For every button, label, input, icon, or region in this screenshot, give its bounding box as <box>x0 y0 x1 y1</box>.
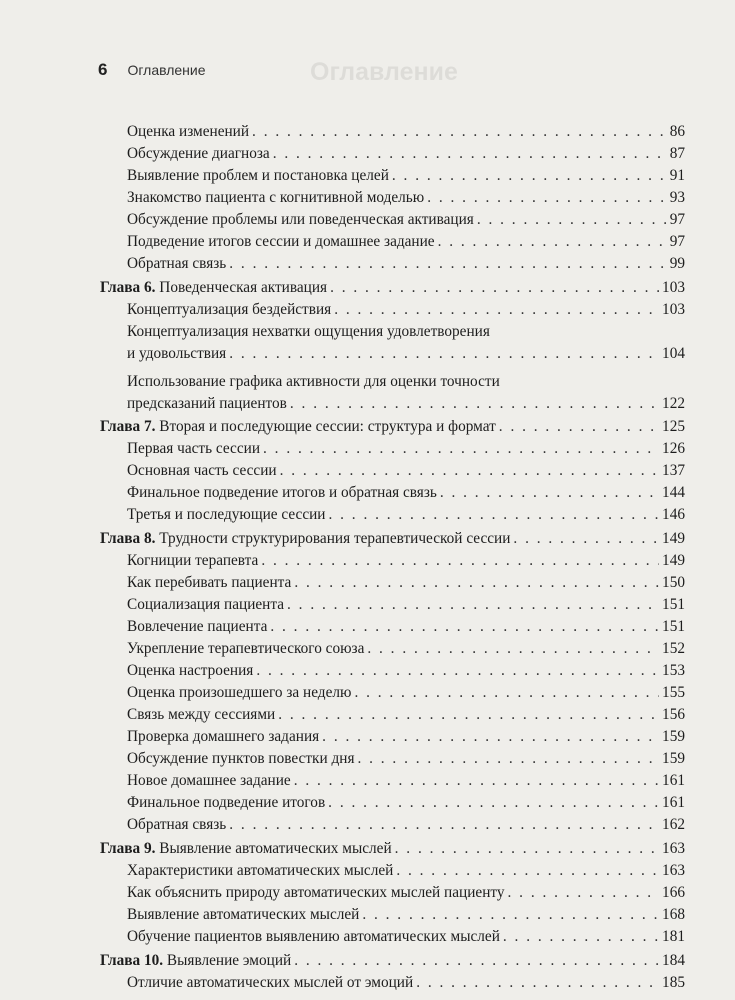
entry-label: Знакомство пациента с когнитивной моделью <box>127 189 425 206</box>
entry-label: Обсуждение проблемы или поведенческая активация <box>127 211 474 228</box>
dot-leader <box>294 772 659 789</box>
page-ref: 185 <box>662 974 685 991</box>
toc-entry[interactable] <box>127 884 685 901</box>
page-ref: 86 <box>669 123 685 140</box>
page-ref: 163 <box>662 862 685 879</box>
toc-entry[interactable] <box>127 440 685 457</box>
entry-label: Обратная связь <box>127 255 227 272</box>
dot-leader <box>395 840 659 857</box>
dot-leader <box>330 279 659 296</box>
page-ref: 161 <box>662 772 685 789</box>
entry-label: Как объяснить природу автоматических мыслей пациенту <box>127 884 505 901</box>
entry-label: Оценка настроения <box>127 662 254 679</box>
page-ref: 97 <box>669 211 685 228</box>
entry-label: Первая часть сессии <box>127 440 261 457</box>
dot-leader <box>229 816 659 833</box>
page-ref: 151 <box>662 596 685 613</box>
show-through-title: Оглавление <box>310 58 458 86</box>
dot-leader <box>229 345 659 362</box>
toc-entry[interactable] <box>127 640 685 657</box>
toc-entry[interactable] <box>127 772 685 789</box>
entry-label: Подведение итогов сессии и домашнее задание <box>127 233 435 250</box>
dot-leader <box>261 552 659 569</box>
entry-label: предсказаний пациентов <box>127 395 287 412</box>
toc-chapter-entry[interactable] <box>100 418 685 435</box>
toc-entry[interactable] <box>127 233 685 250</box>
dot-leader <box>513 530 659 547</box>
toc-entry[interactable] <box>127 662 685 679</box>
page-ref: 126 <box>662 440 685 457</box>
entry-label: Оценка изменений <box>127 123 250 140</box>
dot-leader <box>440 484 659 501</box>
toc-entry[interactable] <box>127 345 685 362</box>
dot-leader <box>354 684 659 701</box>
page-ref: 168 <box>662 906 685 923</box>
chapter-number: Глава 7. <box>100 418 156 435</box>
toc-entry[interactable] <box>127 684 685 701</box>
toc-chapter-entry[interactable] <box>100 530 685 547</box>
dot-leader <box>294 952 659 969</box>
chapter-title: Выявление эмоций <box>166 952 292 969</box>
entry-label: Как перебивать пациента <box>127 574 292 591</box>
page-ref: 153 <box>662 662 685 679</box>
entry-label: Выявление автоматических мыслей <box>127 906 360 923</box>
toc-chapter-entry[interactable] <box>100 279 685 296</box>
dot-leader <box>357 750 659 767</box>
toc-entry[interactable] <box>127 728 685 745</box>
chapter-number: Глава 9. <box>100 840 156 857</box>
chapter-number: Глава 8. <box>100 530 156 547</box>
page-number: 6 <box>98 60 108 79</box>
page-ref: 166 <box>662 884 685 901</box>
dot-leader <box>499 418 659 435</box>
page-ref: 93 <box>669 189 685 206</box>
page-header <box>98 60 206 80</box>
entry-label: Проверка домашнего задания <box>127 728 320 745</box>
entry-label: Вовлечение пациента <box>127 618 268 635</box>
dot-leader <box>438 233 667 250</box>
toc-entry[interactable] <box>127 706 685 723</box>
dot-leader <box>294 574 659 591</box>
dot-leader <box>270 618 659 635</box>
toc-entry[interactable] <box>127 484 685 501</box>
running-title: Оглавление <box>127 62 206 78</box>
page-ref: 122 <box>662 395 685 412</box>
page-ref: 156 <box>662 706 685 723</box>
dot-leader <box>290 395 659 412</box>
entry-label: Характеристики автоматических мыслей <box>127 862 394 879</box>
toc-entry[interactable] <box>127 928 685 945</box>
toc-entry[interactable] <box>127 750 685 767</box>
dot-leader <box>334 301 659 318</box>
entry-label: Третья и последующие сессии <box>127 506 326 523</box>
page-ref: 103 <box>662 279 685 296</box>
chapter-title: Вторая и последующие сессии: структура и формат <box>159 418 496 435</box>
toc-entry[interactable] <box>127 145 685 162</box>
dot-leader <box>278 706 659 723</box>
page-ref: 151 <box>662 618 685 635</box>
entry-label: Социализация пациента <box>127 596 285 613</box>
dot-leader <box>328 794 659 811</box>
dot-leader <box>287 596 659 613</box>
page-ref: 97 <box>669 233 685 250</box>
entry-label: Обучение пациентов выявлению автоматических мыслей <box>127 928 500 945</box>
entry-label: Обсуждение пунктов повестки дня <box>127 750 355 767</box>
toc-entry[interactable] <box>127 906 685 923</box>
toc-entry[interactable] <box>127 974 685 991</box>
dot-leader <box>229 255 666 272</box>
chapter-heading <box>100 279 327 296</box>
dot-leader <box>477 211 667 228</box>
page-ref: 181 <box>662 928 685 945</box>
toc-entry[interactable] <box>127 618 685 635</box>
dot-leader <box>273 145 667 162</box>
page-ref: 161 <box>662 794 685 811</box>
page-ref: 162 <box>662 816 685 833</box>
toc-entry[interactable] <box>127 255 685 272</box>
entry-label: Отличие автоматических мыслей от эмоций <box>127 974 414 991</box>
page-ref: 91 <box>669 167 685 184</box>
chapter-heading <box>100 952 291 969</box>
dot-leader <box>503 928 659 945</box>
chapter-heading <box>100 530 510 547</box>
entry-label: Обсуждение диагноза <box>127 145 270 162</box>
entry-label: Связь между сессиями <box>127 706 276 723</box>
entry-label: Оценка произошедшего за неделю <box>127 684 352 701</box>
dot-leader <box>280 462 659 479</box>
chapter-heading <box>100 840 392 857</box>
toc-entry[interactable] <box>127 506 685 523</box>
entry-label: Новое домашнее задание <box>127 772 291 789</box>
dot-leader <box>329 506 660 523</box>
page-ref: 87 <box>669 145 685 162</box>
page-ref: 159 <box>662 750 685 767</box>
page-ref: 104 <box>662 345 685 362</box>
toc-entry-first-line: Концептуализация нехватки ощущения удовлетворения <box>127 323 490 340</box>
page-ref: 152 <box>662 640 685 657</box>
entry-label: Обратная связь <box>127 816 227 833</box>
toc-entry[interactable] <box>127 167 685 184</box>
entry-label: Концептуализация бездействия <box>127 301 332 318</box>
dot-leader <box>416 974 659 991</box>
dot-leader <box>392 167 667 184</box>
page-ref: 99 <box>669 255 685 272</box>
entry-label: и удовольствия <box>127 345 227 362</box>
entry-label: Финальное подведение итогов <box>127 794 326 811</box>
chapter-number: Глава 6. <box>100 279 156 296</box>
toc-entry[interactable] <box>127 301 685 318</box>
toc-entry[interactable] <box>127 395 685 412</box>
toc-entry[interactable] <box>127 123 685 140</box>
dot-leader <box>322 728 659 745</box>
page-ref: 163 <box>662 840 685 857</box>
entry-label: Укрепление терапевтического союза <box>127 640 365 657</box>
entry-label: Основная часть сессии <box>127 462 277 479</box>
page-ref: 149 <box>662 552 685 569</box>
page-ref: 144 <box>662 484 685 501</box>
toc-entry[interactable] <box>127 596 685 613</box>
dot-leader <box>367 640 659 657</box>
toc-entry[interactable] <box>127 462 685 479</box>
toc-entry[interactable] <box>127 552 685 569</box>
entry-label: Когниции терапевта <box>127 552 259 569</box>
toc-chapter-entry[interactable] <box>100 840 685 857</box>
page-ref: 125 <box>662 418 685 435</box>
dot-leader <box>396 862 659 879</box>
dot-leader <box>256 662 659 679</box>
dot-leader <box>427 189 666 206</box>
chapter-title: Трудности структурирования терапевтической сессии <box>159 530 511 547</box>
chapter-title: Выявление автоматических мыслей <box>159 840 392 857</box>
toc-entry[interactable] <box>127 211 685 228</box>
page-ref: 155 <box>662 684 685 701</box>
entry-label: Выявление проблем и постановка целей <box>127 167 389 184</box>
toc-chapter-entry[interactable] <box>100 952 685 969</box>
entry-label: Финальное подведение итогов и обратная связь <box>127 484 437 501</box>
toc-entry[interactable] <box>127 862 685 879</box>
page-ref: 159 <box>662 728 685 745</box>
dot-leader <box>508 884 660 901</box>
toc-entry[interactable] <box>127 574 685 591</box>
toc-entry[interactable] <box>127 189 685 206</box>
page-ref: 137 <box>662 462 685 479</box>
page-ref: 184 <box>662 952 685 969</box>
page-ref: 149 <box>662 530 685 547</box>
chapter-title: Поведенческая активация <box>159 279 328 296</box>
chapter-number: Глава 10. <box>100 952 164 969</box>
page-ref: 146 <box>662 506 685 523</box>
chapter-heading <box>100 418 496 435</box>
dot-leader <box>252 123 667 140</box>
dot-leader <box>263 440 659 457</box>
toc-entry[interactable] <box>127 794 685 811</box>
dot-leader <box>362 906 659 923</box>
toc-entry[interactable] <box>127 816 685 833</box>
page-ref: 150 <box>662 574 685 591</box>
toc-entry-first-line: Использование графика активности для оценки точности <box>127 373 500 390</box>
page-ref: 103 <box>662 301 685 318</box>
